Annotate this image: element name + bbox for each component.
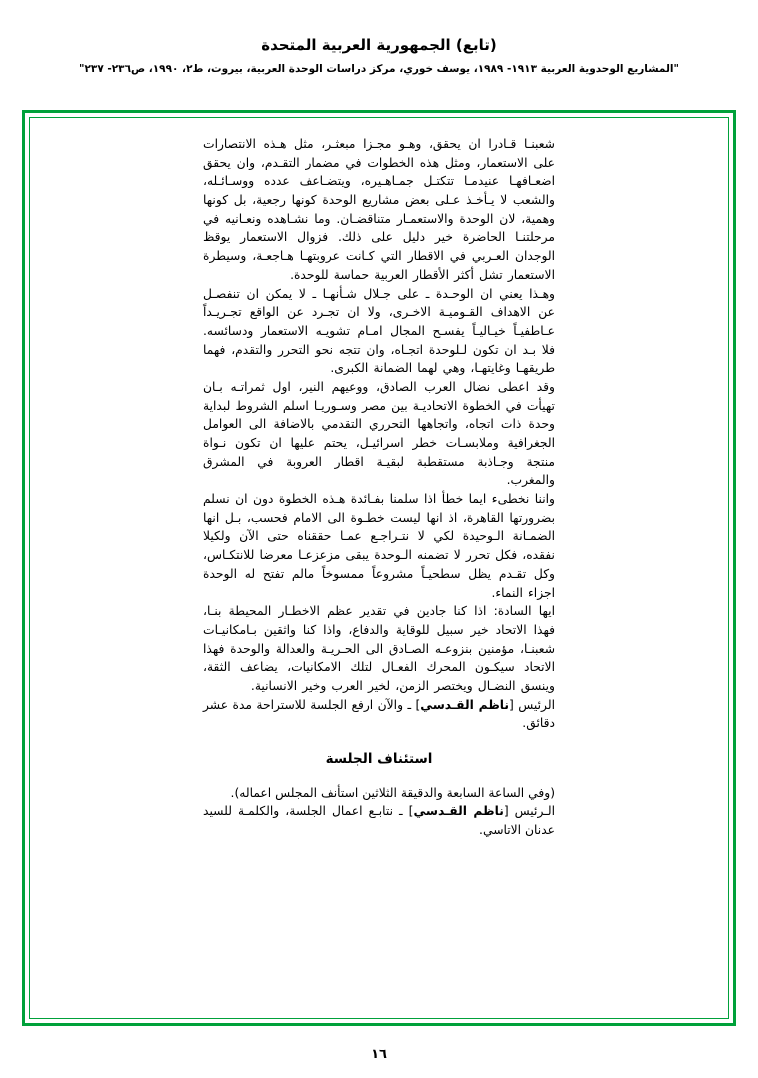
document-body: [203, 135, 555, 840]
green-border-frame: [22, 110, 736, 1026]
body-paragraph: وقد اعطى نضال العرب الصادق، ووعيهم النير، اول ثمراتـه بـان تهيأت في الخطوة الاتحاديـة بين مصر وسـوريـا اسلم الشروط لبداية وحدة ذات اتجاه، واتجاهها التحرري التقدمي بالاضافة الى العوامل الجغرافية وملابسـات خطر اسرائيـل، يحتم عليها ان تكون نـواة منتجة وجـاذبة مستقطبة لبقيـة اقطار العروبة في المشرق والمغرب.: [203, 379, 555, 488]
closing-speaker-line: [203, 696, 555, 733]
closing-speaker-name: ناظم القـدسي: [420, 697, 510, 712]
page-title: (تابع) الجمهورية العربية المتحدة: [261, 36, 497, 54]
closing-suffix: ] ـ والآن ارفع الجلسة للاستراحة مدة عشر دقائق.: [203, 697, 555, 731]
speaker-name: ناظم القـدسي: [413, 804, 504, 819]
resume-paragraph: (وفي الساعة السابعة والدقيقة الثلاثين استأنف المجلس اعماله).: [230, 785, 555, 800]
source-citation: "المشاريع الوحدوية العربية ١٩١٣- ١٩٨٩، يوسف خوري، مركز دراسات الوحدة العربية، بيروت، ط٢، ١٩٩٠، ص٢٣٦- ٢٣٧": [79, 63, 679, 75]
body-paragraph: شعبنـا قـادرا ان يحقق، وهـو مجـزا مبعثـر، مثل هـذه الانتصارات على الاستعمار، ومثل هذه الخطوات في مضمار التقـدم، وان يحقق اضعـافهـا عنيدمـا تتكتـل جمـاهـيره، ويتضـاعف عدده ووسـائـله، والشعب لا يـأخـذ عـلى بعض مشاريع الوحدة كونها رجعية، بل كونها وهمية، لان الوحدة والاستعمـار متناقضـان. وما نشـاهده ونعـانيه في مرحلتنـا الحاضرة خير دليل على ذلك. فزوال الاستعمار يوقظ الوجدان العـربي في الاقطار التي كـانت عروبتهـا هـاجعـة، وسيطرة الاستعمار تشل أكثر الأقطار العربية حماسة للوحدة.: [203, 137, 555, 282]
page-number: ١٦: [371, 1047, 387, 1062]
speaker-line: [203, 802, 555, 839]
section-heading: استئناف الجلسة: [325, 751, 433, 767]
body-paragraph: وهـذا يعني ان الوحـدة ـ على جـلال شـأنهـا ـ لا يمكن ان تنفصـل عن الاهداف القـوميـة الاخـرى، ولا ان تجـرد عن الواقع تجـريـداً عـاطفيـاً خيـاليـاً يفسـح المجال امـام تشويـه الاستعمار ودسائسه. فلا بـد ان تكون لـلوحدة اتجـاه، وان تتجه نحو التحرر والتقدم، فهما طريقهـا وغايتهـا، وهي لهما الضمانة الكبرى.: [203, 286, 555, 376]
page-header: [0, 0, 758, 75]
body-paragraph: واننا نخطىء ايما خطأ اذا سلمنا بفـائدة هـذه الخطوة دون ان نسلم بضرورتها القاهرة، اذ انها ليست خطـوة الى الامام فحسب، بـل انها الضمـانة الـوحيدة لكي لا نتـراجـع عمـا حققناه حتى الآن ولكيلا نفقده، فكل تحرر لا تضمنه الـوحدة يبقى مزعزعـا معرضا للانتكـاس، وكل تقـدم يظل سطحيـاً مشروعاً ممسوخاً مالم تفتح له الوحدة اجزاء النماء.: [203, 492, 555, 600]
body-paragraph: ايها السادة: اذا كنا جادين في تقدير عظم الاخطـار المحيطة بنـا، فهذا الاتحاد خير سبيل للوقاية والدفاع، واذا كنا واثقين بـامكانيـات شعبنـا، مؤمنين بنزوعـه الصـادق الى الحـريـة والعدالة والوحدة فهذا الاتحاد سيكـون المحرك الفعـال لتلك الامكانيات، يضاعف الثقة، وينسق النضـال ويختصر الزمن، لخير العرب وخير الانسانية.: [203, 604, 555, 693]
closing-prefix: الرئيس [: [509, 697, 555, 712]
speaker-suffix: ] ـ نتابـع اعمال الجلسة، والكلمـة للسيد عدنان الاتاسي.: [203, 804, 555, 837]
speaker-prefix: الـرئيس [: [503, 804, 555, 819]
